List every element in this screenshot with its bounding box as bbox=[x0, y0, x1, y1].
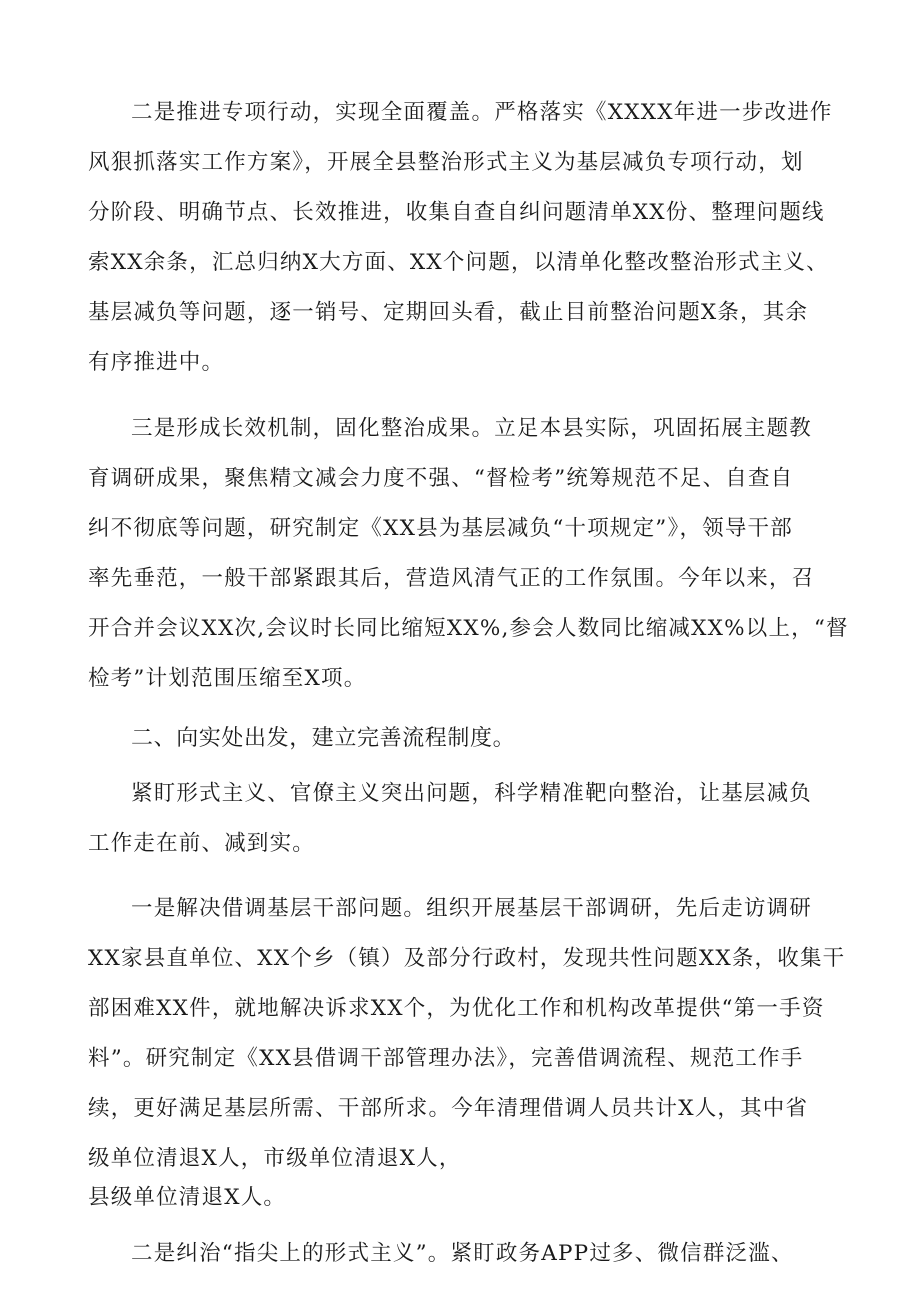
paragraph-line: 分阶段、明确节点、长效推进，收集自查自纠问题清单XX份、整理问题线 bbox=[88, 200, 825, 225]
paragraph-line: 二是推进专项行动，实现全面覆盖。严格落实《XXXX年进一步改进作 bbox=[131, 100, 833, 125]
paragraph-line: 紧盯形式主义、官僚主义突出问题，科学精准靶向整治，让基层减负 bbox=[131, 781, 813, 806]
paragraph-line: 有序推进中。 bbox=[88, 350, 225, 375]
paragraph-line: 风狠抓落实工作方案》，开展全县整治形式主义为基层减负专项行动，划 bbox=[88, 150, 804, 175]
paragraph-line: 育调研成果，聚焦精文减会力度不强、“督检考”统筹规范不足、自查自 bbox=[88, 466, 794, 491]
paragraph-line: 纠不彻底等问题，研究制定《XX县为基层减负“十项规定”》，领导干部 bbox=[88, 516, 793, 541]
paragraph-line: 二是纠治“指尖上的形式主义”。紧盯政务APP过多、微信群泛滥、 bbox=[131, 1241, 794, 1266]
section-heading: 二、向实处出发，建立完善流程制度。 bbox=[131, 726, 516, 751]
paragraph-line: 开合并会议XX次,会议时长同比缩短XX%,参会人数同比缩减XX%以上，“督 bbox=[88, 616, 849, 641]
paragraph-line: 一是解决借调基层干部问题。组织开展基层干部调研，先后走访调研 bbox=[131, 896, 813, 921]
paragraph-line: 部困难XX件，就地解决诉求XX个，为优化工作和机构改革提供“第一手资 bbox=[88, 996, 825, 1021]
paragraph-line: 工作走在前、减到实。 bbox=[88, 831, 316, 856]
paragraph-line: 率先垂范，一般干部紧跟其后，营造风清气正的工作氛围。今年以来，召 bbox=[88, 566, 815, 591]
paragraph-line: 基层减负等问题，逐一销号、定期回头看，截止目前整治问题X条，其余 bbox=[88, 300, 809, 325]
paragraph-line: 料”。研究制定《XX县借调干部管理办法》，完善借调流程、规范工作手 bbox=[88, 1046, 804, 1071]
paragraph-line: 续，更好满足基层所需、干部所求。今年清理借调人员共计X人，其中省 bbox=[88, 1096, 809, 1121]
paragraph-line: 级单位清退X人，市级单位清退X人， bbox=[88, 1146, 462, 1171]
paragraph-line: 三是形成长效机制，固化整治成果。立足本县实际，巩固拓展主题教 bbox=[131, 416, 813, 441]
paragraph-line: XX家县直单位、XX个乡（镇）及部分行政村，发现共性问题XX条，收集干 bbox=[88, 946, 846, 971]
paragraph-line: 索XX余条，汇总归纳X大方面、XX个问题，以清单化整改整治形式主义、 bbox=[88, 250, 829, 275]
paragraph-line: 检考”计划范围压缩至X项。 bbox=[88, 666, 367, 691]
paragraph-line: 县级单位清退X人。 bbox=[88, 1185, 287, 1210]
